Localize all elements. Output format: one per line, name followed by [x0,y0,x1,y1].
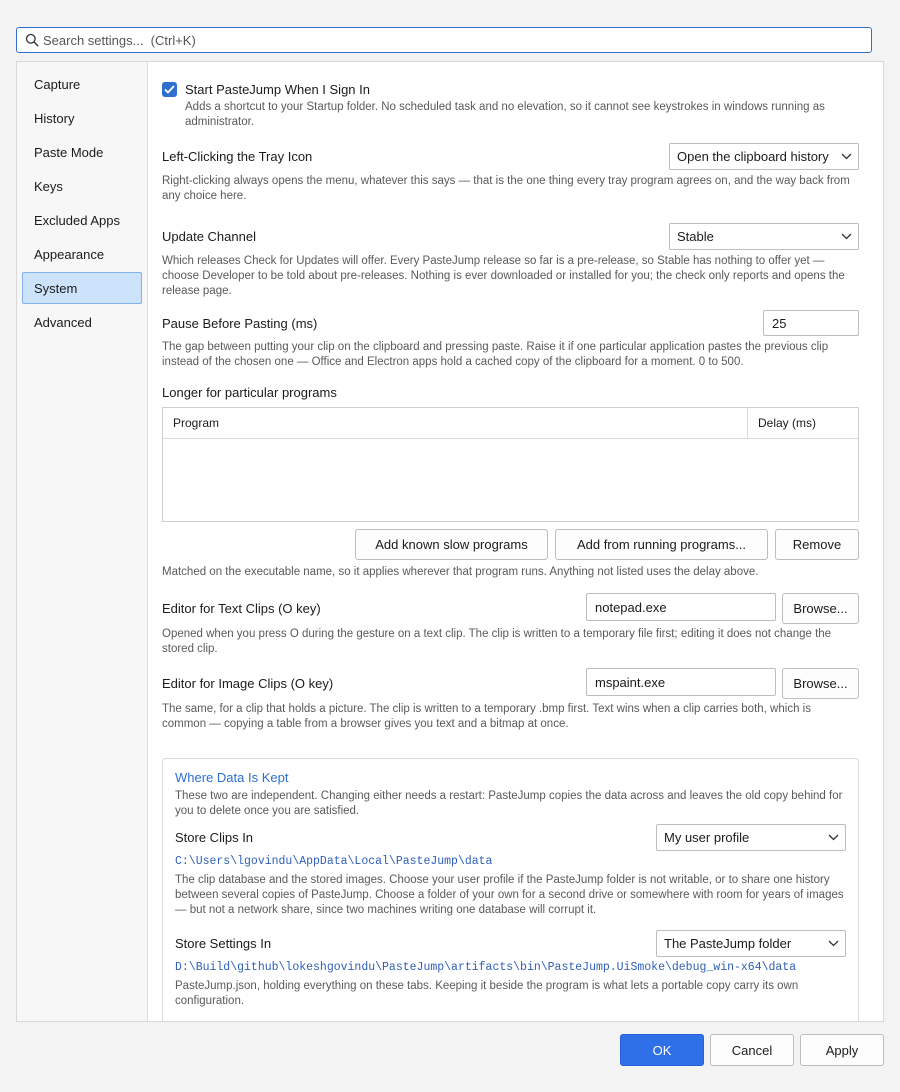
column-header-program[interactable]: Program [173,416,220,430]
system-page [149,62,883,1021]
pause-input[interactable] [763,310,859,336]
program-delay-table[interactable] [162,407,859,522]
data-location-group [162,758,859,1021]
column-header-delay[interactable]: Delay (ms) [747,408,858,438]
text-editor-browse-button[interactable]: Browse... [782,593,859,624]
chevron-down-icon [828,834,839,841]
pause-value: 25 [772,315,787,331]
longer-desc: Matched on the executable name, so it applies wherever that program runs. Anything not listed uses the delay above. [162,566,759,578]
data-location-title: Where Data Is Kept [175,770,289,785]
table-header [163,408,858,439]
settings-frame [16,61,884,1022]
store-settings-desc: PasteJump.json, holding everything on these tabs. Keeping it beside the program is what lets a portable copy carry its own configuration. [175,980,799,1007]
store-clips-path: C:\Users\lgovindu\AppData\Local\PasteJump\data [175,855,493,868]
image-editor-desc: The same, for a clip that holds a picture. The clip is written to a temporary .bmp first. Text wins when a clip carries both, which is common — copying a table from a browser gives you text and a bitmap at once. [162,703,811,730]
startup-label[interactable]: Start PasteJump When I Sign In [185,82,370,97]
apply-button[interactable]: Apply [800,1034,884,1066]
pause-desc: The gap between putting your clip on the clipboard and pressing paste. Raise it if one particular application pastes the previous clip instead of the chosen one — Office and Electron apps hold a cached copy of the clipboard for a moment. 0 to 500. [162,341,829,368]
image-editor-browse-button[interactable]: Browse... [782,668,859,699]
search-icon [25,33,39,47]
image-editor-input[interactable] [586,668,776,696]
store-clips-select[interactable] [656,824,846,851]
update-channel-value: Stable [677,229,714,244]
store-clips-value: My user profile [664,830,750,845]
store-settings-value: The PasteJump folder [664,936,792,951]
image-editor-value: mspaint.exe [595,674,666,690]
search-input[interactable] [39,29,871,51]
startup-desc: Adds a shortcut to your Startup folder. No scheduled task and no elevation, so it cannot see keystrokes in windows running as administrator. [185,101,825,128]
nav-item-excluded-apps[interactable]: Excluded Apps [34,212,121,228]
tray-select-value: Open the clipboard history [677,149,829,164]
ok-button[interactable]: OK [620,1034,704,1066]
update-channel-label: Update Channel [162,229,256,244]
store-clips-label: Store Clips In [175,830,254,845]
update-channel-select[interactable] [669,223,859,250]
add-known-slow-programs-button[interactable]: Add known slow programs [355,529,548,560]
tray-desc: Right-clicking always opens the menu, whatever this says — that is the one thing every tray program agrees on, and the way back from any choice here. [162,175,850,202]
chevron-down-icon [841,153,852,160]
nav-item-keys[interactable]: Keys [34,178,63,194]
add-from-running-programs-button[interactable]: Add from running programs... [555,529,768,560]
check-icon [164,85,175,94]
pause-label: Pause Before Pasting (ms) [162,315,318,331]
image-editor-label: Editor for Image Clips (O key) [162,676,334,691]
text-editor-input[interactable] [586,593,776,621]
search-box[interactable] [16,27,872,53]
store-settings-label: Store Settings In [175,936,272,951]
nav-item-paste-mode[interactable]: Paste Mode [34,144,104,160]
nav-item-history[interactable]: History [34,110,75,126]
chevron-down-icon [841,233,852,240]
startup-checkbox[interactable] [162,82,177,97]
data-location-desc: These two are independent. Changing either needs a restart: PasteJump copies the data across and leaves the old copy behind for you to delete once you are satisfied. [175,790,843,817]
store-clips-desc: The clip database and the stored images. Choose your user profile if the PasteJump folder is not writable, or to share one history between several copies of PasteJump. Choose a folder of your own for a second drive or somewhere with room for years of images — but not a network share, since two machines writing one database will corrupt it. [175,874,844,916]
chevron-down-icon [828,940,839,947]
store-settings-path: D:\Build\github\lokeshgovindu\PasteJump\artifacts\bin\PasteJump.UiSmoke\debug_win-x64\data [175,961,797,974]
cancel-button[interactable]: Cancel [710,1034,794,1066]
nav-item-system[interactable]: System [22,272,142,304]
nav-item-capture[interactable]: Capture [34,76,81,92]
store-settings-select[interactable] [656,930,846,957]
text-editor-value: notepad.exe [595,599,667,615]
remove-button[interactable]: Remove [775,529,859,560]
nav-item-advanced[interactable]: Advanced [34,314,92,330]
text-editor-label: Editor for Text Clips (O key) [162,601,321,616]
nav-item-appearance[interactable]: Appearance [34,246,105,262]
update-channel-desc: Which releases Check for Updates will offer. Every PasteJump release so far is a pre-release, so Stable has nothing to offer yet — choose Developer to be told about pre-releases. Nothing is ever downloaded or installed for you; the check only reports and opens the release page. [162,255,845,297]
settings-nav [17,62,148,1021]
longer-label: Longer for particular programs [162,385,337,400]
tray-select[interactable] [669,143,859,170]
tray-label: Left-Clicking the Tray Icon [162,149,313,164]
text-editor-desc: Opened when you press O during the gesture on a text clip. The clip is written to a temporary file first; editing it does not change the stored clip. [162,628,832,655]
